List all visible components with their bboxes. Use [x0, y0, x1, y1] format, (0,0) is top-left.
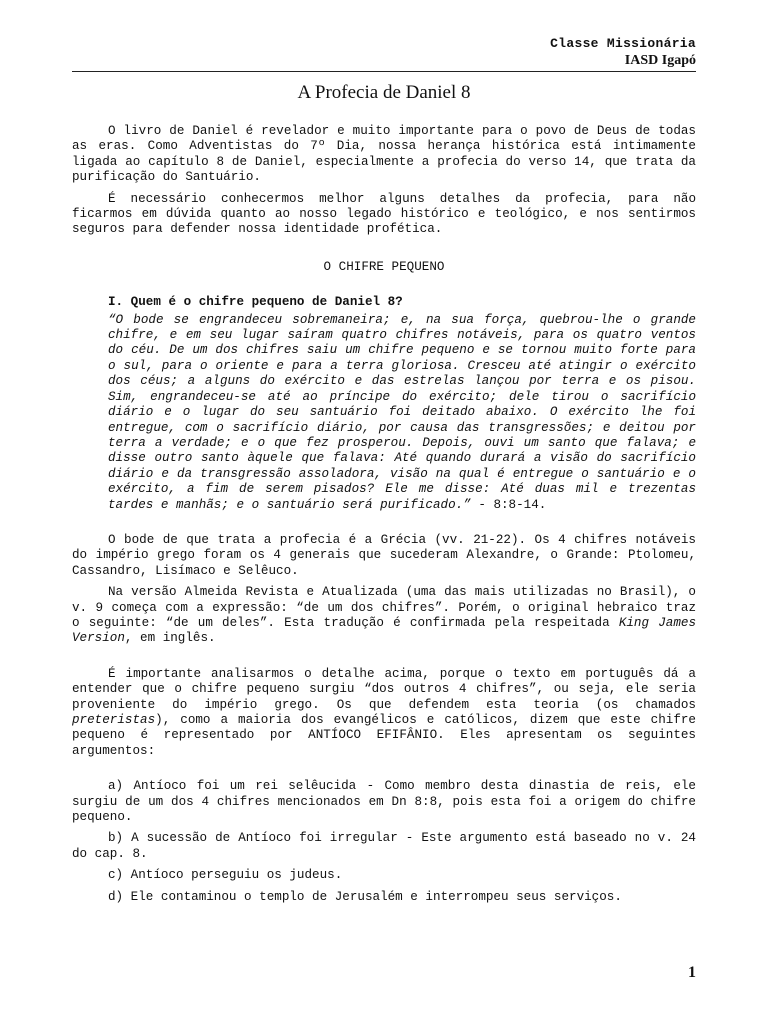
bible-quote-reference: - 8:8-14.	[470, 497, 547, 512]
page-header	[550, 36, 696, 69]
section-title: O CHIFRE PEQUENO	[323, 259, 445, 274]
header-church: IASD Igapó	[624, 53, 696, 68]
header-org: Classe Missionária	[550, 36, 696, 51]
body-paragraph-2-text: Na versão Almeida Revista e Atualizada (uma das mais utilizadas no Brasil), o v. 9 começa com a expressão: “de um dos chifres”. Porém, o original hebraico traz o seguinte: “de um deles”. Esta tradução é confirmada pela respeitada	[72, 585, 696, 630]
body-paragraph-1: O bode de que trata a profecia é a Grécia (vv. 21-22). Os 4 chifres notáveis do império grego foram os 4 generais que sucederam Alexandre, o Grande: Ptolomeu, Cassandro, Lisímaco e Selêuco.	[72, 532, 696, 578]
body-paragraph-3-text: É importante analisarmos o detalhe acima, porque o texto em português dá a entender que o chifre pequeno surgiu “dos outros 4 chifres”, ou seja, ele seria proveniente do império grego. Os que defendem esta teoria (os chamados	[72, 666, 696, 712]
body-paragraph-2	[72, 585, 696, 647]
document-body	[72, 124, 696, 911]
body-paragraph-2-italic: King James Version	[72, 615, 697, 646]
bible-quote	[108, 313, 696, 513]
header-rule	[72, 71, 696, 72]
intro-paragraph-2: É necessário conhecermos melhor alguns detalhes da profecia, para não ficarmos em dúvida quanto ao nosso legado histórico e teológico, e nos sentirmos seguros para defender nossa identidade profética.	[72, 191, 696, 237]
bible-quote-text: “O bode se engrandeceu sobremaneira; e, na sua força, quebrou-lhe o grande chifre, e em seu lugar saíram quatro chifres notáveis, para os quatro ventos do céu. De um dos chifres saiu um chifre pequeno e se tornou muito forte para o sul, para o oriente e para a terra gloriosa. Cresceu até atingir o exército dos céus; a alguns do exército e das estrelas lançou por terra e os pisou. Sim, engrandeceu-se até ao príncipe do exército; dele tirou o sacrifício diário e o lugar do seu santuário foi deitado abaixo. O exército lhe foi entregue, com o sacrifício diário, por causa das transgressões; e deitou por terra a verdade; e o que fez prosperou. Depois, ouvi um santo que falava; e disse outro santo àquele que falava: Até quando durará a visão do sacrifício diário e da transgressão assoladora, visão na qual é entregue o santuário e o exército, a fim de serem pisados? Ele me disse: Até duas mil e trezentas tardes e manhãs; e o santuário será purificado.”	[108, 312, 696, 512]
argument-item: d) Ele contaminou o templo de Jerusalém e interrompeu seus serviços.	[108, 889, 622, 904]
document-title: A Profecia de Daniel 8	[297, 82, 471, 103]
spacer	[72, 765, 696, 779]
spacer	[72, 519, 696, 533]
spacer	[72, 653, 696, 667]
argument-item: a) Antíoco foi um rei selêucida - Como membro desta dinastia de reis, ele surgiu de um dos 4 chifres mencionados em Dn 8:8, pois esta foi a origem do chifre pequeno.	[72, 779, 696, 825]
body-paragraph-3	[72, 667, 696, 759]
intro-paragraph-1: O livro de Daniel é revelador e muito importante para o povo de Deus de todas as eras. Como Adventistas do 7º Dia, nossa herança histórica está intimamente ligada ao capítulo 8 de Daniel, especialmente a profecia do verso 14, que trata da purificação do Santuário.	[72, 124, 696, 185]
argument-item: c) Antíoco perseguiu os judeus.	[108, 868, 343, 883]
body-paragraph-3-text-end: ), como a maioria dos evangélicos e católicos, dizem que este chifre pequeno é representado por ANTÍOCO EFIFÂNIO. Eles apresentam os seguintes argumentos:	[72, 713, 696, 758]
body-paragraph-2-text-end: , em inglês.	[124, 631, 216, 646]
question-heading: I. Quem é o chifre pequeno de Daniel 8?	[108, 295, 403, 310]
page-number: 1	[688, 964, 696, 981]
body-paragraph-3-italic: preteristas	[72, 713, 156, 727]
argument-item: b) A sucessão de Antíoco foi irregular - Este argumento está baseado no v. 24 do cap. 8.	[72, 831, 696, 861]
